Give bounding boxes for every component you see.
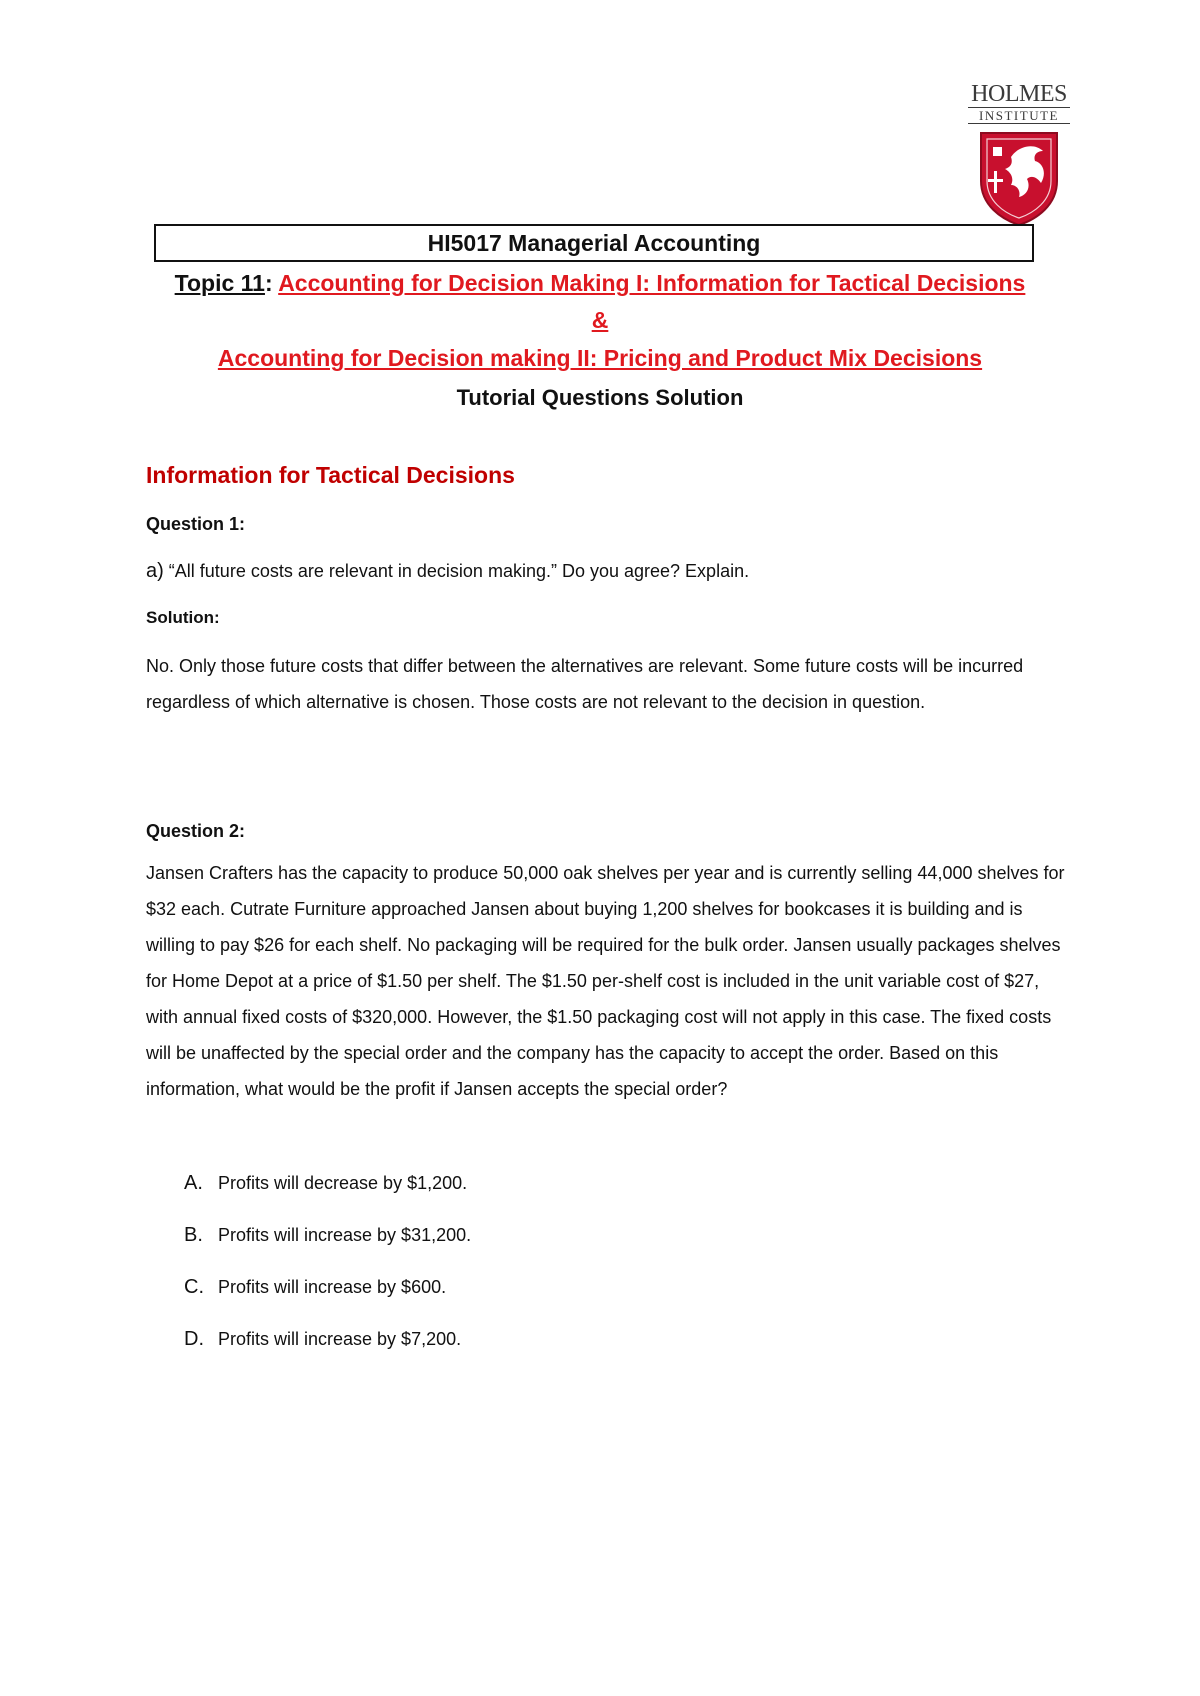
- topic-title-2: Accounting for Decision making II: Pricing and Product Mix Decisions: [217, 345, 983, 371]
- solution-label: Solution:: [146, 608, 220, 627]
- option-letter: A.: [184, 1172, 203, 1194]
- answer-option: [184, 1222, 471, 1274]
- question-1a: [146, 553, 1066, 589]
- topic-line: [140, 270, 1060, 297]
- griffin-shield-icon: [977, 129, 1061, 227]
- topic-title-1: Accounting for Decision Making I: Information for Tactical Decisions: [278, 270, 1026, 296]
- topic-ampersand: &: [591, 307, 609, 333]
- question-1a-letter: a): [146, 560, 164, 582]
- question-2-label: Question 2:: [146, 821, 246, 841]
- option-text: Profits will decrease by $1,200.: [218, 1173, 468, 1193]
- logo-subwordmark: INSTITUTE: [968, 107, 1070, 124]
- topic-prefix: Topic 11: [174, 270, 265, 296]
- answer-option: [184, 1170, 471, 1222]
- question-2-text: Jansen Crafters has the capacity to produce 50,000 oak shelves per year and is currently selling 44,000 shelves for $32 each. Cutrate Furniture approached Jansen about buying 1,200 shelves for bookcases it is building and is willing to pay $26 for each shelf. No packaging will be required for the bulk order. Jansen usually packages shelves for Home Depot at a price of $1.50 per shelf. The $1.50 per-shelf cost is included in the unit variable cost of $27, with annual fixed costs of $320,000. However, the $1.50 packaging cost will not apply in this case. The fixed costs will be unaffected by the special order and the company has the capacity to accept the order. Based on this information, what would be the profit if Jansen accepts the special order?: [146, 863, 1065, 1099]
- section-heading: Information for Tactical Decisions: [146, 462, 515, 488]
- answer-option: [184, 1274, 471, 1326]
- page-subtitle: Tutorial Questions Solution: [456, 385, 744, 410]
- logo-wordmark: HOLMES: [971, 81, 1067, 107]
- topic-colon: :: [264, 270, 273, 296]
- option-text: Profits will increase by $31,200.: [218, 1225, 472, 1245]
- option-text: Profits will increase by $600.: [218, 1277, 447, 1297]
- holmes-institute-logo: [968, 82, 1070, 226]
- course-title: HI5017 Managerial Accounting: [154, 224, 1034, 262]
- option-text: Profits will increase by $7,200.: [218, 1329, 462, 1349]
- option-letter: B.: [184, 1224, 203, 1246]
- question-1a-text: “All future costs are relevant in decision making.” Do you agree? Explain.: [163, 561, 750, 581]
- solution-text: No. Only those future costs that differ between the alternatives are relevant. Some future costs will be incurred regardless of which alternative is chosen. Those costs are not relevant to the decision in question.: [146, 656, 1024, 712]
- option-letter: D.: [184, 1328, 204, 1350]
- answer-options: [184, 1170, 471, 1378]
- answer-option: [184, 1326, 471, 1378]
- option-letter: C.: [184, 1276, 204, 1298]
- question-1-label: Question 1:: [146, 514, 246, 534]
